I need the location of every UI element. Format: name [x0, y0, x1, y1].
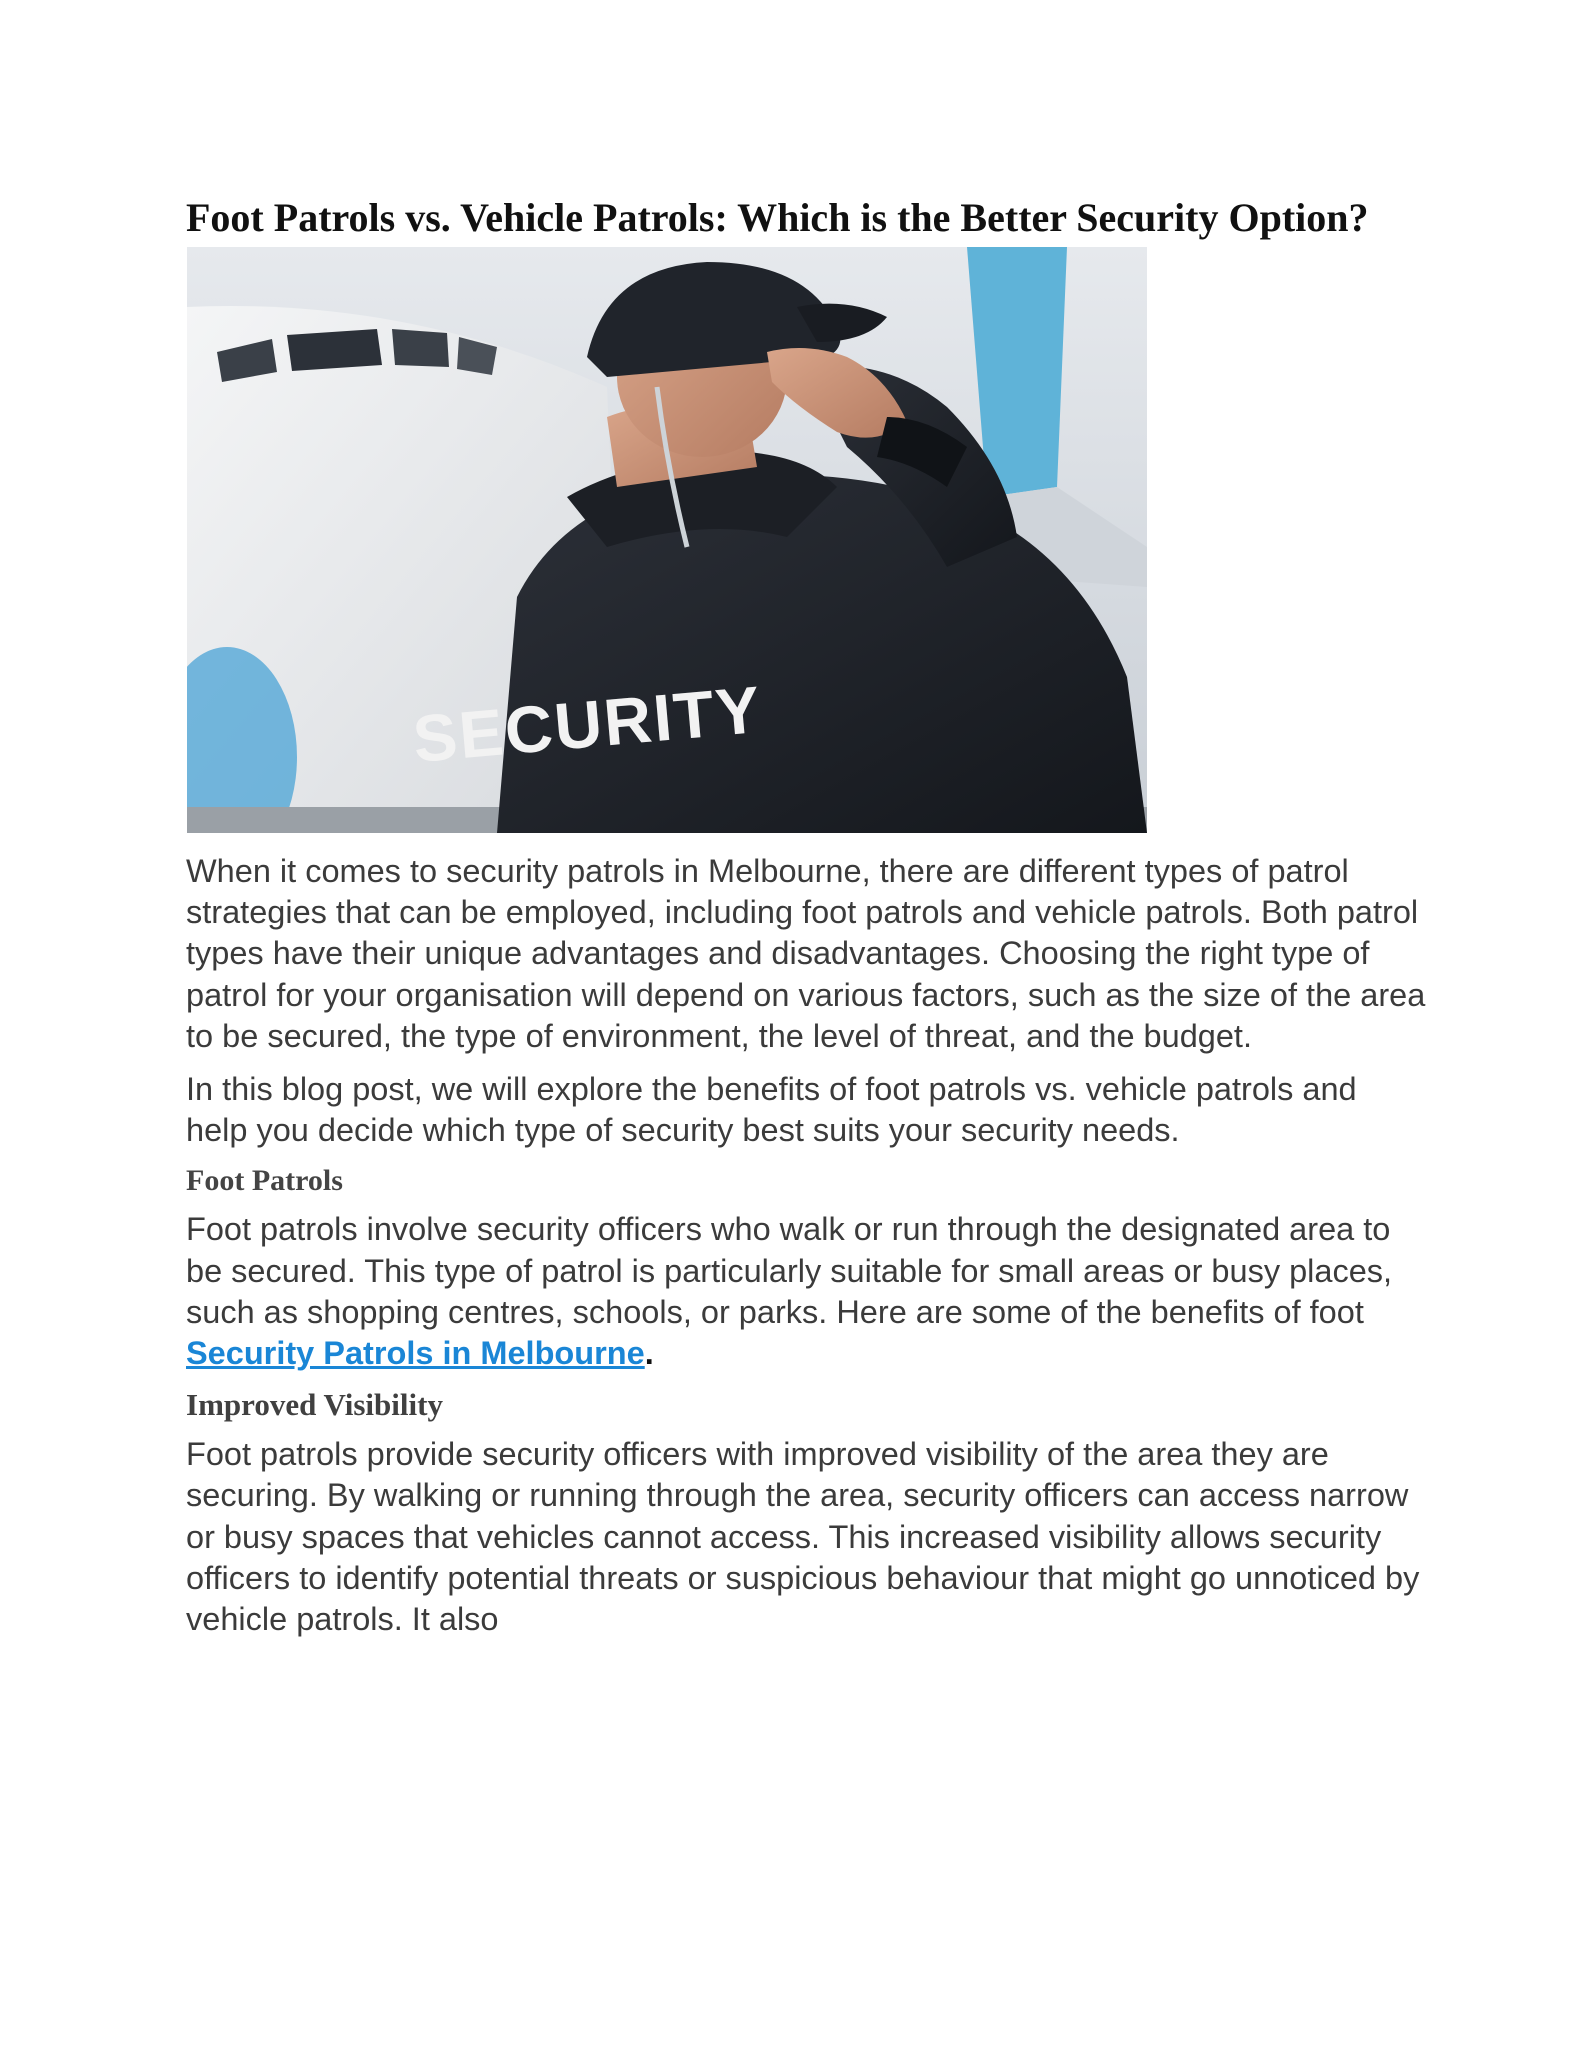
intro-paragraph-1: When it comes to security patrols in Melbourne, there are different types of patrol strategies that can be employed, including foot patrols and vehicle patrols. Both patrol types have their unique advantages and disadvantages. Choosing the right type of patrol for your organisation will depend on various factors, such as the size of the area to be secured, the type of environment, the level of threat, and the budget.: [186, 853, 1426, 1054]
improved-visibility-paragraph: Foot patrols provide security officers with improved visibility of the area they are securing. By walking or running through the area, security officers can access narrow or busy spaces that vehicles cannot access. This increased visibility allows security officers to identify potential threats or suspicious behaviour that might go unnoticed by vehicle patrols. It also: [186, 1436, 1420, 1638]
hero-image: [187, 247, 1147, 833]
intro-paragraph-2: In this blog post, we will explore the benefits of foot patrols vs. vehicle patrols and help you decide which type of security best suits your security needs.: [186, 1071, 1357, 1149]
article-title: Foot Patrols vs. Vehicle Patrols: Which is the Better Security Option?: [186, 195, 1369, 240]
link-trailing-period: .: [644, 1335, 654, 1372]
section-heading-improved-visibility: Improved Visibility: [186, 1387, 443, 1423]
jacket-security-text: SECURITY: [410, 671, 765, 777]
security-patrols-melbourne-link[interactable]: Security Patrols in Melbourne: [186, 1335, 645, 1372]
article: [186, 195, 1426, 1652]
foot-patrols-paragraph: [186, 1209, 1426, 1374]
section-heading-foot-patrols: Foot Patrols: [186, 1164, 343, 1198]
foot-patrols-paragraph-text: Foot patrols involve security officers who walk or run through the designated area to be secured. This type of patrol is particularly suitable for small areas or busy places, such as shopping centres, schools, or parks. Here are some of the benefits of foot: [186, 1211, 1393, 1330]
